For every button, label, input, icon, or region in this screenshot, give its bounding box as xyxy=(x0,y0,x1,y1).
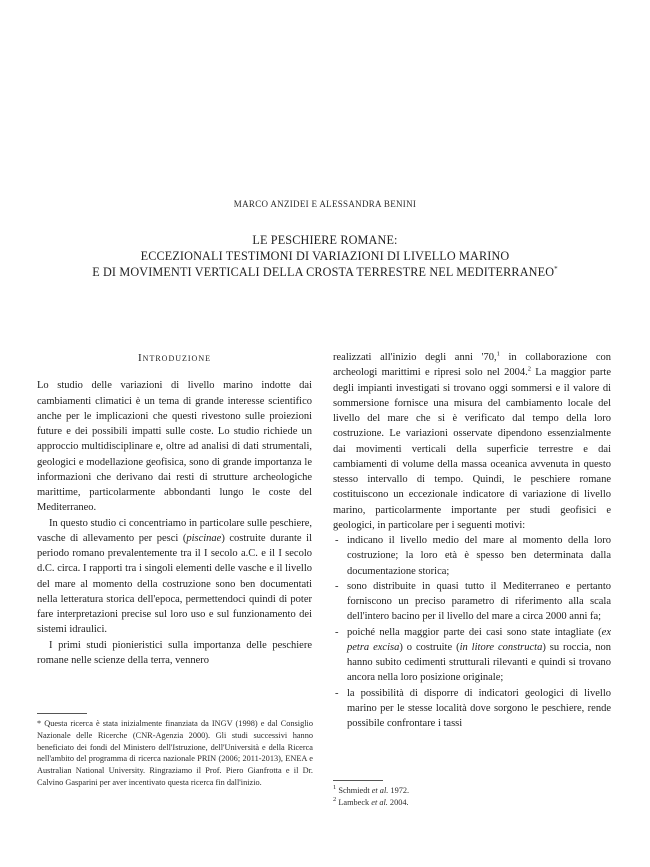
list-item: - la possibilità di disporre di indicatori geologici di livello marino per le stesse località dove sorgono le peschiere, rende possibile confrontare i tassi xyxy=(333,686,611,732)
list-item: - indicano il livello medio del mare al momento della loro costruzione; la loro età è spesso ben determinata dalla documentazione storica; xyxy=(333,533,611,579)
footnote-ref-2: 2 xyxy=(527,365,531,373)
footnote-1: $^1$ Schmiedt et al. 1972. xyxy=(333,784,410,795)
reasons-list xyxy=(333,533,611,731)
paragraph-continued: realizzati all'inizio degli anni '70,$^1$ in collaborazione con archeologi marittimi e ripresi solo nel 2004.$^2$ La maggior parte degli impianti investigati si trovano oggi sommersi e il valore di sommersione fornisce una misura del cambiamento locale del livello del mare che si è verificato dal tempo della loro costruzione. Le variazioni osservate dipendono essenzialmente dai movimenti verticali della superficie terrestre e dai cambiamenti di volume della massa oceanica avvenuta in questo stesso intervallo di tempo. Quindi, le peschiere romane costituiscono un eccezionale indicatore di variazione di livello marino, particolarmente importante per studi geofisici e geologici, in particolare per i seguenti motivi: xyxy=(333,350,611,531)
title-line-2: ECCEZIONALI TESTIMONI DI VARIAZIONI DI LIVELLO MARINO xyxy=(140,249,510,263)
section-title: Introduzione xyxy=(138,352,211,364)
footnote-divider xyxy=(37,713,87,714)
title-footnote-marker: * xyxy=(554,264,558,273)
list-item: - sono distribuite in quasi tutto il Mediterraneo e pertanto forniscono un preciso parametro di riferimento alla scala dell'intero bacino per il livello del mare a circa 2000 anni fa; xyxy=(333,579,611,625)
paragraph-3: I primi studi pionieristici sulla importanza delle peschiere romane nelle scienze della terra, vennero xyxy=(37,639,312,666)
paragraph-1: Lo studio delle variazioni di livello marino indotte dai cambiamenti climatici è un tema di grande interesse scientifico anche per le implicazioni che questi rivestono sulle proiezioni future e dei possibili impatti sulle coste. Lo studio richiede un approccio multidisciplinare e, oltre ad analisi di dati strumentali, geologici e modellazione geofisica, sono di grande importanza le informazioni che derivano dai resti di strutture archeologiche marittime, particolarmente abbondanti lungo le coste del Mediterraneo. xyxy=(37,380,312,514)
title-line-1: LE PESCHIERE ROMANE: xyxy=(252,233,398,247)
footnote-divider xyxy=(333,780,383,781)
reference-footnotes xyxy=(333,785,611,809)
paragraph-2: In questo studio ci concentriamo in particolare sulle peschiere, vasche di allevamento per pesci (piscinae) costruite durante il periodo romano prevalentemente tra il I secolo a.C. e il I secolo d.C. circa. I rapporti tra i singoli elementi delle vasche e il livello del mare al momento della costruzione sono ben documentati nella letteratura storica dell'epoca, permettendoci quindi di poter fare interpretazioni precise sul loro uso e sul funzionamento dei sistemi idraulici. xyxy=(37,517,312,636)
footnote-ref-1: 1 xyxy=(496,350,500,358)
article-title xyxy=(0,232,650,280)
authors-header: MARCO ANZIDEI E ALESSANDRA BENINI xyxy=(233,199,417,209)
left-column xyxy=(37,351,312,668)
list-item: - poiché nella maggior parte dei casi sono state intagliate (ex petra excisa) o costruite (in litore constructa) su roccia, non hanno subito cedimenti strutturali rilevanti e quindi si trovano ancora nella loro posizione originale; xyxy=(333,625,611,686)
footnote-2: $^2$ Lambeck et al. 2004. xyxy=(333,796,409,807)
funding-footnote: * Questa ricerca è stata inizialmente finanziata da INGV (1998) e dal Consiglio Nazionale delle Ricerche (CNR-Agenzia 2000). Gli studi successivi hanno beneficiato dei fondi del Ministero dell'Istruzione, dell'Università e della Ricerca nell'ambito del programma di ricerca nazionale PRIN (2006; 2011-2013), ENEA e Australian National University. Ringraziamo il Prof. Piero Gianfrotta e il Dr. Calvino Gasparini per aver incentivato questa ricerca fin dall'inizio. xyxy=(37,719,313,787)
right-column xyxy=(333,350,611,731)
title-line-3: E DI MOVIMENTI VERTICALI DELLA CROSTA TERRESTRE NEL MEDITERRANEO* xyxy=(92,264,558,279)
